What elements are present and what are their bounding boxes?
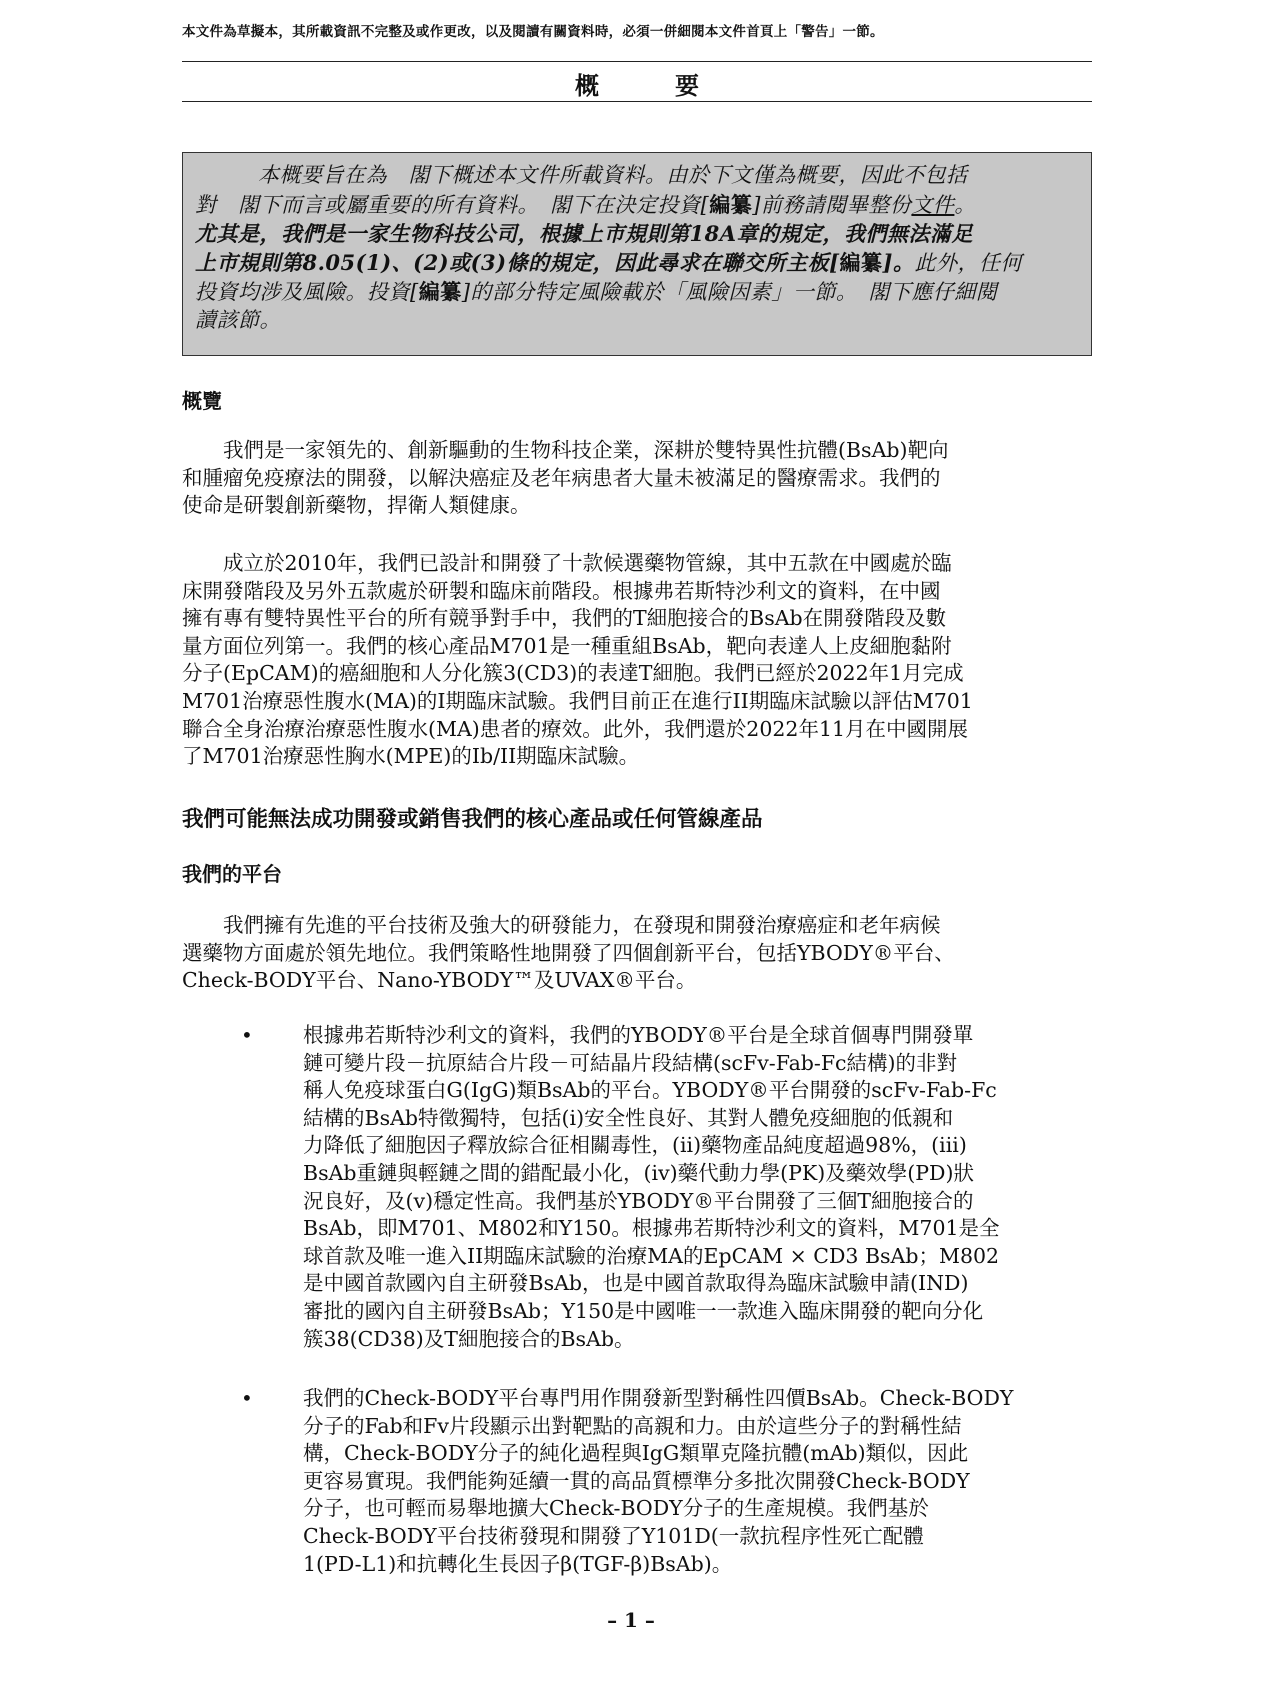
text-line: 選藥物方面處於領先地位。我們策略性地開發了四個創新平台，包括YBODY®平台、 bbox=[182, 940, 955, 965]
text-line: M701治療惡性腹水(MA)的I期臨床試驗。我們目前正在進行II期臨床試驗以評估M701 bbox=[182, 688, 973, 713]
header-bottom-rule bbox=[182, 101, 1092, 102]
text-line: 我們是一家領先的、創新驅動的生物科技企業，深耕於雙特異性抗體(BsAb)靶向 bbox=[182, 438, 949, 462]
text-line: 分子的Fab和Fv片段顯示出對靶點的高親和力。由於這些分子的對稱性結 bbox=[303, 1413, 962, 1438]
text-line: 構，Check-BODY分子的純化過程與IgG類單克隆抗體(mAb)類似，因此 bbox=[303, 1441, 969, 1466]
text-line: BsAb，即M701、M802和Y150。根據弗若斯特沙利文的資料，M701是全 bbox=[303, 1216, 1000, 1241]
text-line: 我們的Check-BODY平台專門用作開發新型對稱性四價BsAb。Check-BODY bbox=[303, 1386, 1014, 1410]
summary-line: 本概要旨在為 閣下概述本文件所載資料。由於下文僅為概要，因此不包括 bbox=[258, 163, 968, 187]
text-line: 審批的國內自主研發BsAb；Y150是中國唯一一款進入臨床開發的靶向分化 bbox=[303, 1298, 984, 1323]
summary-notice-box bbox=[182, 152, 1092, 356]
summary-line: 上市規則第8.05(1)、(2)或(3)條的規定，因此尋求在聯交所主板[編纂]。此外，任何 bbox=[195, 250, 1022, 275]
text-line: 分子，也可輕而易舉地擴大Check-BODY分子的生產規模。我們基於 bbox=[303, 1496, 929, 1521]
text-line: 床開發階段及另外五款處於研製和臨床前階段。根據弗若斯特沙利文的資料，在中國 bbox=[182, 578, 941, 603]
text-line: 是中國首款國內自主研發BsAb，也是中國首款取得為臨床試驗申請(IND) bbox=[303, 1271, 969, 1296]
paragraph-founding bbox=[182, 550, 1097, 771]
text-line: BsAb重鏈與輕鏈之間的錯配最小化，(iv)藥代動力學(PK)及藥效學(PD)狀 bbox=[303, 1160, 974, 1185]
text-line: 力降低了細胞因子釋放綜合征相關毒性，(ii)藥物產品純度超過98%，(iii) bbox=[303, 1133, 967, 1158]
heading-overview: 概覽 bbox=[182, 389, 222, 413]
text-line: 1(PD-L1)和抗轉化生長因子β(TGF-β)BsAb)。 bbox=[303, 1551, 733, 1576]
paragraph-platform bbox=[182, 912, 1097, 995]
summary-line: 讀該節。 bbox=[195, 308, 281, 332]
draft-warning: 本文件為草擬本，其所載資訊不完整及或作更改，以及閱讀有關資料時，必須一併細閱本文件首頁上「警告」一節。 bbox=[182, 24, 884, 40]
heading-platform: 我們的平台 bbox=[182, 862, 282, 886]
section-title: 概 要 bbox=[575, 72, 725, 100]
text-line: 分子(EpCAM)的癌細胞和人分化簇3(CD3)的表達T細胞。我們已經於2022年1月完成 bbox=[182, 661, 964, 686]
text-line: 簇38(CD38)及T細胞接合的BsAb。 bbox=[303, 1326, 635, 1351]
text-line: 了M701治療惡性胸水(MPE)的Ib/II期臨床試驗。 bbox=[182, 744, 640, 769]
text-line: 和腫瘤免疫療法的開發，以解決癌症及老年病患者大量未被滿足的醫療需求。我們的 bbox=[182, 465, 941, 490]
header-top-rule bbox=[182, 61, 1092, 62]
text-line: 況良好，及(v)穩定性高。我們基於YBODY®平台開發了三個T細胞接合的 bbox=[303, 1188, 974, 1213]
summary-line: 投資均涉及風險。投資[編纂]的部分特定風險載於「風險因素」一節。 閣下應仔細閱 bbox=[195, 279, 998, 304]
bullet-marker: • bbox=[241, 1386, 253, 1410]
text-line: 成立於2010年，我們已設計和開發了十款候選藥物管線，其中五款在中國處於臨 bbox=[182, 551, 952, 575]
bullet-check-body bbox=[303, 1385, 1093, 1578]
text-line: 結構的BsAb特徵獨特，包括(i)安全性良好、其對人體免疫細胞的低親和 bbox=[303, 1105, 954, 1130]
text-line: 聯合全身治療治療惡性腹水(MA)患者的療效。此外，我們還於2022年11月在中國開展 bbox=[182, 716, 969, 741]
page-number: – 1 – bbox=[607, 1608, 655, 1632]
bullet-marker: • bbox=[241, 1023, 253, 1047]
text-line: 球首款及唯一進入II期臨床試驗的治療MA的EpCAM × CD3 BsAb；M802 bbox=[303, 1243, 1000, 1268]
text-line: 更容易實現。我們能夠延續一貫的高品質標準分多批次開發Check-BODY bbox=[303, 1468, 970, 1493]
bullet-ybody bbox=[303, 1022, 1093, 1353]
text-line: 我們擁有先進的平台技術及強大的研發能力，在發現和開發治療癌症和老年病候 bbox=[182, 913, 941, 937]
text-line: 根據弗若斯特沙利文的資料，我們的YBODY®平台是全球首個專門開發單 bbox=[303, 1023, 974, 1047]
text-line: 量方面位列第一。我們的核心產品M701是一種重組BsAb，靶向表達人上皮細胞黏附 bbox=[182, 633, 952, 658]
summary-line: 對 閣下而言或屬重要的所有資料。 閣下在決定投資[編纂]前務請閱畢整份文件。 bbox=[195, 192, 976, 217]
text-line: Check-BODY平台技術發現和開發了Y101D(一款抗程序性死亡配體 bbox=[303, 1523, 924, 1548]
text-line: 鏈可變片段－抗原結合片段－可結晶片段結構(scFv-Fab-Fc結構)的非對 bbox=[303, 1050, 958, 1075]
summary-line: 尤其是，我們是一家生物科技公司，根據上市規則第18A章的規定，我們無法滿足 bbox=[195, 221, 974, 246]
paragraph-intro bbox=[182, 437, 1097, 520]
heading-risk: 我們可能無法成功開發或銷售我們的核心產品或任何管線產品 bbox=[182, 807, 763, 832]
text-line: 使命是研製創新藥物，捍衛人類健康。 bbox=[182, 493, 531, 518]
text-line: Check-BODY平台、Nano-YBODY™及UVAX®平台。 bbox=[182, 968, 697, 993]
text-line: 擁有專有雙特異性平台的所有競爭對手中，我們的T細胞接合的BsAb在開發階段及數 bbox=[182, 606, 947, 631]
text-line: 稱人免疫球蛋白G(IgG)類BsAb的平台。YBODY®平台開發的scFv-Fab-Fc bbox=[303, 1078, 997, 1103]
